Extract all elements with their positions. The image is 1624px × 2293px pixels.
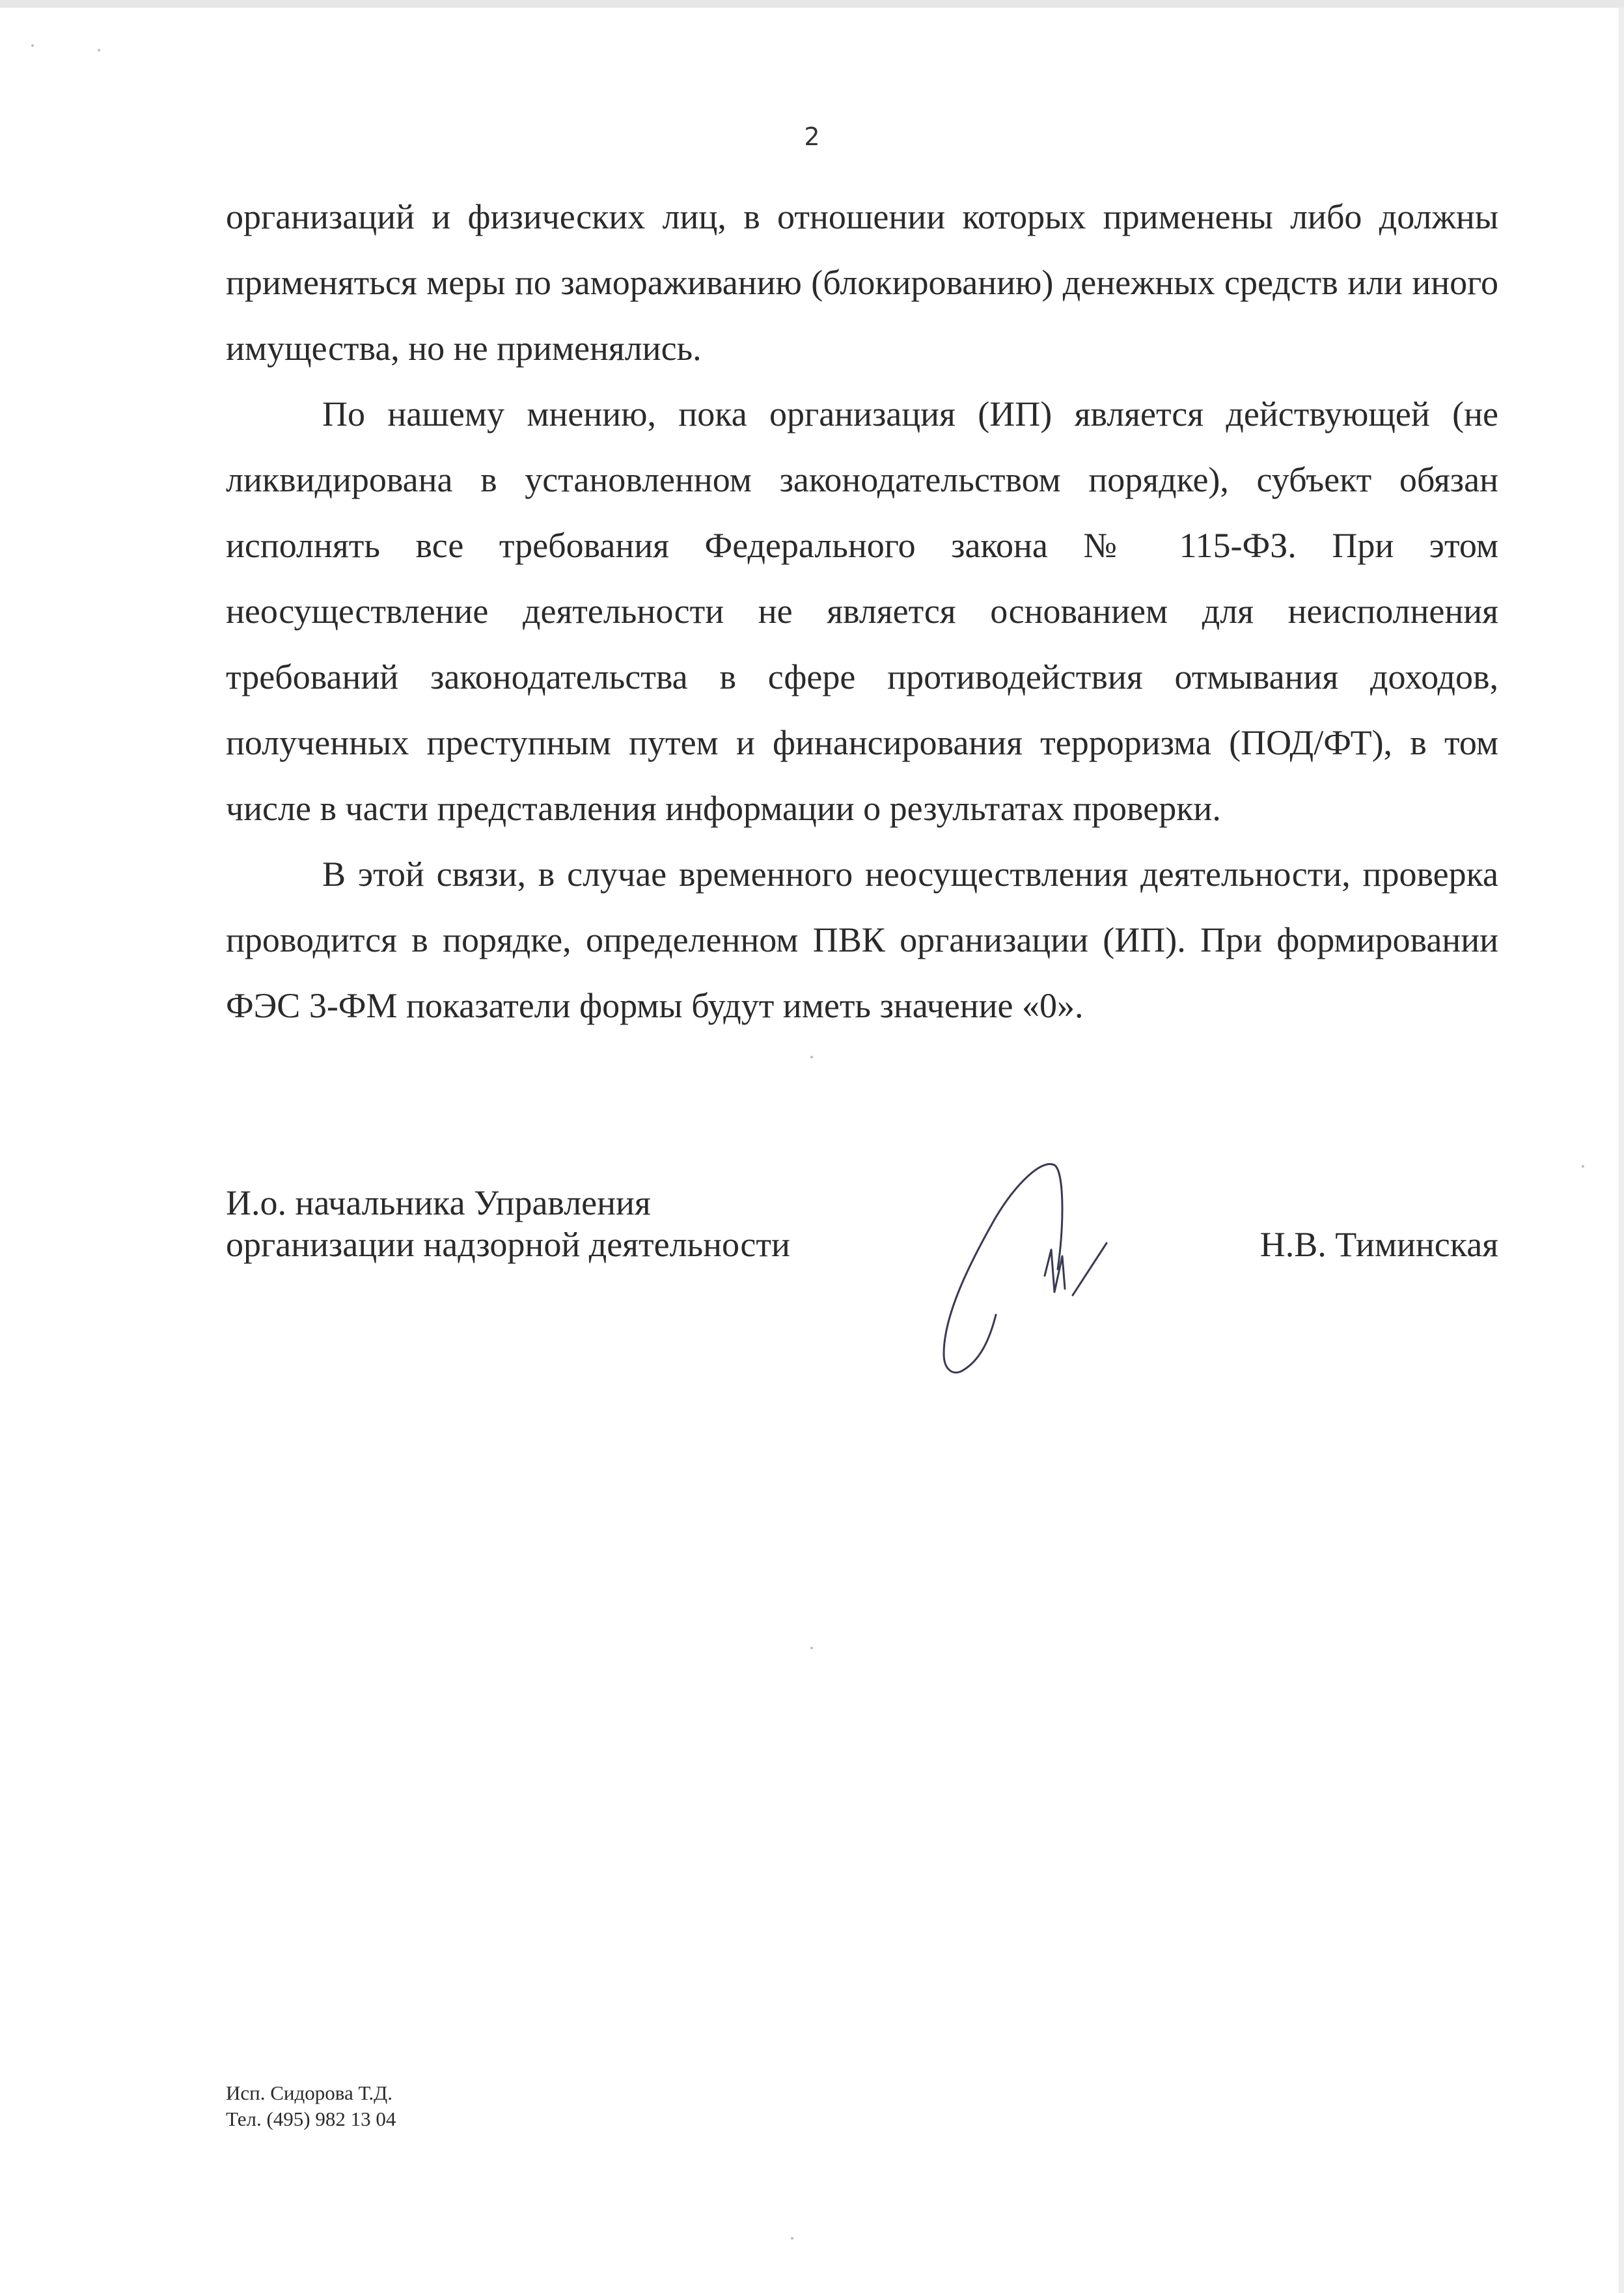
signatory-position-line2: организации надзорной деятельности [226,1225,790,1264]
signatory-position-line1: И.о. начальника Управления [226,1183,651,1222]
signatory-position [226,1182,790,1265]
executor-phone: Тел. (495) 982 13 04 [226,2108,396,2130]
scan-speck [791,2237,793,2240]
scan-speck [810,1647,813,1649]
handwritten-signature [918,1146,1133,1386]
paragraph-conclusion: В этой связи, в случае временного неосуществления деятельности, проверка проводится в порядке, определенном ПВК организации (ИП). При формировании ФЭС 3-ФМ показатели формы будут иметь значение «0». [226,855,1498,1025]
letter-body [226,184,1498,1039]
paragraph-opinion: По нашему мнению, пока организация (ИП) является действующей (не ликвидирована в установленном законодательством порядке), субъект обязан исполнять все требования Федерального закона № 115-ФЗ. При этом неосуществление деятельности не является основанием для неисполнения требований законодательства в сфере противодействия отмывания доходов, полученных преступным путем и финансирования терроризма (ПОД/ФТ), в том числе в части представления информации о результатах проверки. [226,394,1498,828]
executor-name: Исп. Сидорова Т.Д. [226,2081,392,2104]
scan-speck [31,44,34,47]
scan-speck [98,49,100,51]
signatory-name: Н.В. Тиминская [1259,1225,1498,1264]
page-number: 2 [804,122,820,151]
scan-speck [1582,1165,1584,1168]
scan-speck [810,1056,813,1058]
executor-info [226,2080,396,2132]
paragraph-continuation: организаций и физических лиц, в отношении которых применены либо должны применяться меры по замораживанию (блокированию) денежных средств или иного имущества, но не применялись. [226,197,1498,368]
